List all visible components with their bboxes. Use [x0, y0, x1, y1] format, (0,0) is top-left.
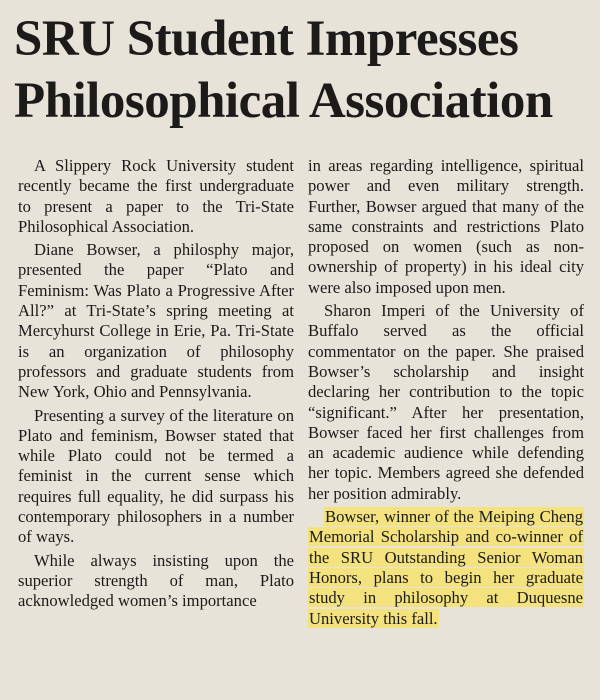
right-column	[308, 156, 584, 629]
paragraph: Sharon Imperi of the University of Buffalo served as the official commentator on the paper. She praised Bowser’s scholarship and insight declaring her contribution to the topic “significant.” After her presentation, Bowser faced her first challenges from an academic audience while defending her topic. Members agreed she defended her position admirably.	[308, 301, 584, 503]
article-body	[18, 156, 584, 629]
paragraph: While always insisting upon the superior strength of man, Plato acknowledged women’s importance	[18, 550, 294, 611]
paragraph: Presenting a survey of the literature on Plato and feminism, Bowser stated that while Plato could not be termed a feminist in the current sense which requires full equality, he did surpass his contemporary philosophers in a number of ways.	[18, 405, 294, 547]
left-column	[18, 156, 294, 629]
paragraph: Diane Bowser, a philosphy major, presented the paper “Plato and Feminism: Was Plato a Progressive After All?” at Tri-State’s spring meeting at Mercyhurst College in Erie, Pa. Tri-State is an organization of philosophy professors and graduate students from New York, Ohio and Pennsylvania.	[18, 240, 294, 402]
headline	[14, 8, 586, 132]
headline-line-1: SRU Student Impresses	[14, 11, 519, 67]
paragraph-continued: in areas regarding intelligence, spiritual power and even military strength. Further, Bowser argued that many of the same constraints and restrictions Plato proposed on women (such as non-ownership of property) in his ideal city were also imposed upon men.	[308, 156, 584, 297]
highlighted-paragraph	[308, 507, 584, 629]
headline-line-2: Philosophical Association	[14, 73, 553, 129]
highlighted-text: Bowser, winner of the Meiping Cheng Memorial Scholarship and co-winner of the SRU Outstanding Senior Woman Honors, plans to begin her graduate study in philosophy at Duquesne University this fall.	[309, 507, 583, 628]
paragraph: A Slippery Rock University student recently became the first undergraduate to present a paper to the Tri-State Philosophical Association.	[18, 156, 294, 236]
